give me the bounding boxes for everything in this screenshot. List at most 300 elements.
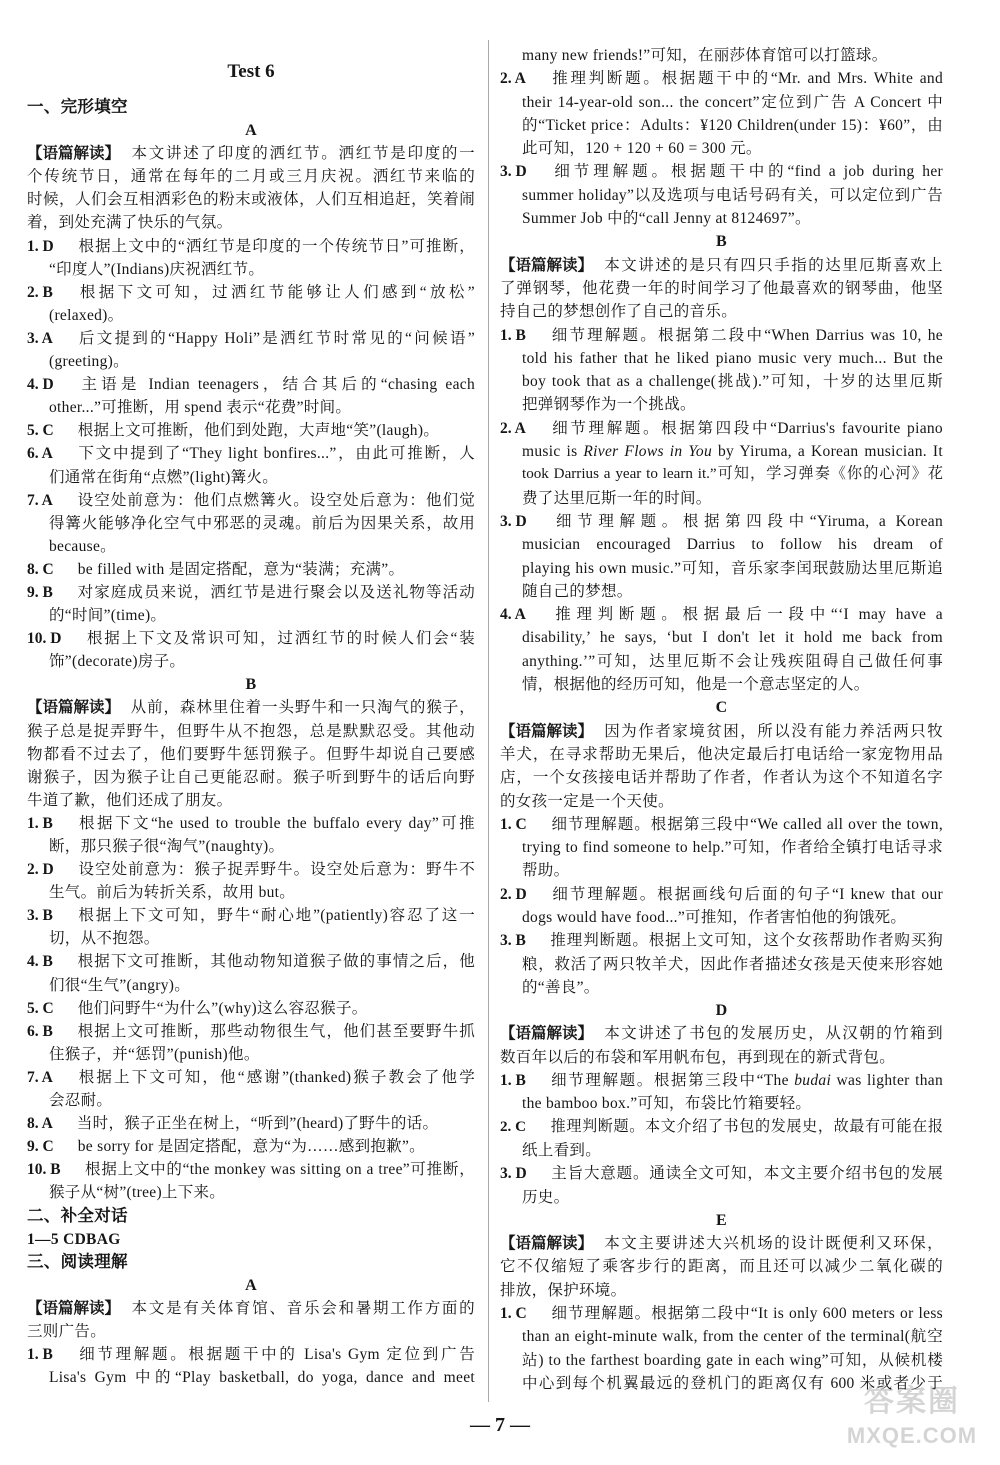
answer-number: 6. B <box>27 1022 53 1040</box>
line-text: 随自己的梦想。 <box>522 582 633 600</box>
answer-number: 1. B <box>27 1346 53 1364</box>
line-text: their 14-year-old son... the concert”定位到广告 A Concert 中 <box>522 93 943 111</box>
line-text: 根据上下文可知，他“感谢”(thanked)猴子教会了他学 <box>76 1068 475 1086</box>
summary-line <box>500 766 943 789</box>
answer-line <box>27 1020 475 1043</box>
line-text: because。 <box>49 537 116 555</box>
line-text: (greeting)。 <box>49 353 129 371</box>
summary-line <box>27 165 475 188</box>
answer-line <box>500 906 943 929</box>
summary-line <box>500 1022 943 1045</box>
passage-letter: A <box>245 122 257 140</box>
answer-item <box>27 442 475 488</box>
line-text: 本文是有关体育馆、音乐会和暑期工作方面的 <box>130 1299 475 1317</box>
passage-letter: A <box>245 1276 257 1294</box>
line-text: 得篝火能够净化空气中邪恶的灵魂。前后为因果关系，故用 <box>49 514 475 532</box>
line-text: 细节理解题。根据第二段中“It is only 600 meters or less <box>550 1305 943 1323</box>
summary-line <box>500 1046 943 1069</box>
line-text: 个传统节日，通常在每年的二月或三月庆祝。洒红节来临的 <box>27 168 475 186</box>
answer-number: 4. D <box>27 376 54 394</box>
answer-number: 1. D <box>27 237 54 255</box>
answer-line <box>500 1139 943 1162</box>
answer-item <box>27 281 475 327</box>
line-text: 的女孩一定是一个天使。 <box>500 792 674 810</box>
answer-item <box>27 373 475 419</box>
line-text: disability,’ he says, ‘but I don't let it hold me back from <box>522 629 943 647</box>
answer-line <box>500 67 943 90</box>
answer-line <box>27 350 475 373</box>
answer-line <box>500 1116 943 1139</box>
line-text: 下文中提到了“They light bonfires...”，由此可推断，人 <box>76 445 475 463</box>
line-text: 店，一个女孩接电话并帮助了作者，作者认为这个不知道名字 <box>500 769 943 787</box>
answer-line <box>500 160 943 183</box>
answer-number: 2. D <box>27 861 54 879</box>
answer-line <box>27 558 475 581</box>
answer-number: 6. A <box>27 445 53 463</box>
answer-line <box>27 466 475 489</box>
answer-number: 1. C <box>500 1305 527 1323</box>
answer-number: 4. A <box>500 606 526 624</box>
passage-letter: D <box>715 1002 728 1020</box>
answer-line <box>500 393 943 416</box>
answer-line <box>27 581 475 604</box>
text-segment: was lighter than <box>831 1072 943 1090</box>
answer-number: 3. A <box>27 329 53 347</box>
text-segment: by Yiruma, a Korean musician. It <box>712 443 943 461</box>
line-text: 根据上下文可知，野牛“耐心地”(patiently)容忍了这一 <box>76 907 475 925</box>
line-text: 粮，救活了两只牧羊犬，因此作者描述女孩是天使来形容她 <box>522 955 943 973</box>
line-text: playing his own music.”可知，音乐家李闰珉鼓励达里厄斯追 <box>522 559 943 577</box>
answer-line <box>27 604 475 627</box>
text-segment: 细节理解题。根据第三段中“The <box>549 1072 795 1090</box>
passage-summary <box>500 720 943 813</box>
answer-line <box>500 487 943 510</box>
summary-line <box>500 1279 943 1302</box>
answer-line <box>27 235 475 258</box>
line-text: 切，从不抱怨。 <box>49 930 160 948</box>
passage-summary-label: 【语篇解读】 <box>27 699 121 717</box>
section-heading: 三、阅读理解 <box>27 1252 128 1271</box>
answer-line <box>27 512 475 535</box>
answer-number: 1. B <box>500 1072 526 1090</box>
answer-key-line <box>27 1228 475 1251</box>
line-text: “印度人”(Indians)庆祝洒红节。 <box>49 260 265 278</box>
line-text: 根据下文可推断，其他动物知道猴子做的事情之后，他 <box>76 953 475 971</box>
passage-summary <box>27 1297 475 1343</box>
line-text: 牛道了歉，他们还成了朋友。 <box>27 791 233 809</box>
passage-summary <box>500 1022 943 1069</box>
answer-item <box>27 627 475 673</box>
line-text: 主旨大意题。通读全文可知，本文主要介绍书包的发展 <box>550 1165 943 1183</box>
answer-line <box>500 347 943 370</box>
line-text: 本文讲述了书包的发展历史，从汉朝的竹箱到 <box>603 1025 943 1043</box>
line-text: 会忍耐。 <box>49 1092 113 1110</box>
answer-line <box>27 627 475 650</box>
answer-item <box>27 1158 475 1204</box>
line-text: 根据上文中的“the monkey was sitting on a tree”可推断， <box>84 1161 475 1179</box>
summary-line <box>27 743 475 766</box>
line-text: 物都看不过去了，他们要野牛惩罚猴子。但野牛却说自己要感 <box>27 745 475 763</box>
answer-line <box>27 1158 475 1181</box>
answer-item <box>27 1343 475 1389</box>
summary-line <box>27 789 475 812</box>
line-text: 的“时间”(time)。 <box>49 607 167 625</box>
answer-line <box>500 1069 943 1092</box>
line-text: anything.’”可知，达里厄斯不会让残疾阻碍自己做任何事 <box>522 652 943 670</box>
answer-line <box>500 813 943 836</box>
answer-item <box>27 1020 475 1066</box>
passage-summary <box>27 142 475 234</box>
line-text: 此可知，120 + 120 + 60 = 300 元。 <box>522 140 762 158</box>
line-text: many new friends!”可知，在丽莎体育馆可以打篮球。 <box>522 47 888 64</box>
line-text: 设空处前意为：他们点燃篝火。设空处后意为：他们觉 <box>76 491 475 509</box>
line-text: Summer Job 中的“call Jenny at 8124697”。 <box>522 210 811 228</box>
answer-line <box>500 859 943 882</box>
answer-item <box>500 417 943 510</box>
answer-line <box>27 1089 475 1112</box>
answer-item <box>500 603 943 696</box>
answer-line <box>27 1343 475 1366</box>
answer-line <box>500 929 943 952</box>
answer-line <box>27 950 475 973</box>
line-text: 推理判断题。本文介绍了书包的发展史，故最有可能在报 <box>550 1118 943 1135</box>
line-text: be filled with 是固定搭配，意为“装满；充满”。 <box>77 560 405 578</box>
line-text: 对家庭成员来说，洒红节是进行聚会以及送礼物等活动 <box>76 583 475 601</box>
passage-summary-label: 【语篇解读】 <box>27 1299 121 1317</box>
answer-number: 10. D <box>27 630 62 648</box>
line-text: Lisa's Gym 中的“Play basketball, do yoga, dance and meet <box>49 1369 475 1387</box>
line-text: 设空处前意为：猴子捉弄野牛。设空处后意为：野牛不 <box>77 861 475 879</box>
answer-line <box>27 535 475 558</box>
answer-item <box>27 581 475 627</box>
answer-line <box>27 1135 475 1158</box>
line-text: 帮助。 <box>522 862 570 880</box>
answer-line <box>500 510 943 533</box>
summary-line <box>27 211 475 234</box>
answer-number: 2. D <box>500 885 527 903</box>
italic-title: budai <box>794 1072 832 1090</box>
answer-item <box>500 510 943 603</box>
line-text: 羊犬，在寻求帮助无果后，他决定最后打电话给一家宠物用品 <box>500 745 943 763</box>
line-text: dogs would have food...”可推知，作者害怕他的狗饿死。 <box>522 908 907 926</box>
answer-number: 5. C <box>27 999 54 1017</box>
answer-number: 7. A <box>27 1068 53 1086</box>
answer-line <box>500 1092 943 1115</box>
line-text: 根据上下文及常识可知，过洒红节的时候人们会“装 <box>85 630 475 648</box>
answer-number: 8. C <box>27 560 54 578</box>
answer-item <box>27 1135 475 1158</box>
line-text: 们通常在街角“点燃”(light)篝火。 <box>49 468 279 486</box>
passage-summary <box>500 254 943 324</box>
answer-number: 1. B <box>500 326 526 344</box>
line-text: 历史。 <box>522 1188 570 1206</box>
line-text: 推理判断题。根据题干中的“Mr. and Mrs. White and <box>549 70 943 88</box>
line-text: 着，到处充满了快乐的气氛。 <box>27 214 233 232</box>
answer-line <box>500 324 943 347</box>
answer-line <box>27 373 475 396</box>
line-text: 根据上文可推断，他们到处跑，大声地“笑”(laugh)。 <box>77 422 440 440</box>
line-text: 的“善良”。 <box>522 978 600 996</box>
answer-item <box>500 883 943 930</box>
line-text: 的“Ticket price：Adults：¥120 Children(under 15)：¥60”，由 <box>522 116 943 134</box>
answer-line <box>27 258 475 281</box>
answer-line <box>500 953 943 976</box>
answer-number: 3. D <box>500 163 527 181</box>
passage-summary-label: 【语篇解读】 <box>27 145 121 163</box>
italic-title: River Flows in You <box>583 443 712 461</box>
line-text: 从前，森林里住着一头野牛和一只淘气的猴子， <box>130 699 475 717</box>
summary-line <box>27 188 475 211</box>
line-text: 费了达里厄斯一年的时间。 <box>522 489 712 507</box>
line-text: told his father that he liked piano music very much... But the <box>522 349 943 367</box>
summary-line <box>500 300 943 323</box>
line-text: 细节理解题。根据题干中的“find a job during her <box>550 163 943 181</box>
left-column <box>27 96 475 1389</box>
answer-line <box>500 883 943 906</box>
summary-line <box>27 766 475 789</box>
answer-item <box>500 929 943 999</box>
section-heading: 二、补全对话 <box>27 1206 128 1225</box>
line-text: 排放，保护环境。 <box>500 1281 627 1299</box>
summary-line <box>27 720 475 743</box>
passage-letter: C <box>715 699 728 717</box>
answer-line <box>27 1043 475 1066</box>
line-text: 住猴子，并“惩罚”(punish)他。 <box>49 1045 260 1063</box>
answer-number: 10. B <box>27 1161 61 1179</box>
answer-item <box>500 1302 943 1395</box>
line-text: 因为作者家境贫困，所以没有能力养活两只牧 <box>603 722 943 740</box>
answer-item <box>27 558 475 581</box>
watermark-logo: 答案圈 <box>864 1385 960 1418</box>
answer-number: 3. D <box>500 512 527 530</box>
answer-item <box>500 1069 943 1116</box>
column-divider <box>488 40 489 1402</box>
line-text: 纸上看到。 <box>522 1141 602 1159</box>
answer-number: 2. A <box>500 70 526 88</box>
answer-number: 2. B <box>27 283 53 301</box>
summary-line <box>500 1232 943 1255</box>
passage-summary-label: 【语篇解读】 <box>500 256 594 274</box>
summary-line <box>500 254 943 277</box>
line-text: 细节理解题。根据第三段中“We called all over the town, <box>550 815 943 833</box>
answer-number: 3. D <box>500 1165 527 1183</box>
answer-line <box>500 580 943 603</box>
answer-line <box>500 1372 943 1395</box>
answer-number: 2. A <box>500 419 526 437</box>
answer-number: 5. C <box>27 422 54 440</box>
answer-number: 2. C <box>500 1118 526 1135</box>
answer-line <box>27 1366 475 1389</box>
answer-number: 9. B <box>27 583 53 601</box>
answer-line <box>27 927 475 950</box>
answer-number: 7. A <box>27 491 53 509</box>
line-text: 饰”(decorate)房子。 <box>49 653 186 671</box>
line-text: (relaxed)。 <box>49 306 124 324</box>
watermark-url: MXQE.COM <box>846 1423 978 1448</box>
line-text: 时候，人们会互相洒彩色的粉末或液体，人们互相追赶，笑着闹 <box>27 191 475 209</box>
answer-line <box>500 91 943 114</box>
answer-line <box>27 881 475 904</box>
answer-item <box>500 160 943 230</box>
line-text: 细节理解题。根据题干中的 Lisa's Gym 定位到广告 <box>76 1346 475 1364</box>
line-text: 猴子总是捉弄野牛，但野牛从不抱怨，总是默默忍受。其他动 <box>27 722 475 740</box>
line-text: 站) to the farthest boarding gate in each wing”可知，从候机楼 <box>522 1351 943 1369</box>
line-text: 细节理解题。根据第四段中“Yiruma, a Korean <box>550 512 943 530</box>
answer-line <box>500 1325 943 1348</box>
answer-item <box>27 904 475 950</box>
line-text: musician encouraged Darrius to follow his dream of <box>522 536 943 554</box>
answer-line <box>500 44 943 67</box>
line-text: 推理判断题。根据上文可知，这个女孩帮助作者购买狗 <box>549 932 943 950</box>
line-text: 数百年以后的布袋和军用帆布包，再到现在的新式背包。 <box>500 1048 896 1066</box>
line-text: 它不仅缩短了乘客步行的距离，而且还可以减少二氧化碳的 <box>500 1258 943 1276</box>
line-text: 生气。前后为转折关系，故用 but。 <box>49 884 296 902</box>
answer-line <box>27 1112 475 1135</box>
answer-line <box>27 396 475 419</box>
text-segment: music is <box>522 443 584 461</box>
answer-item <box>27 235 475 281</box>
line-text: 本文讲述的是只有四只手指的达里厄斯喜欢上 <box>603 256 943 274</box>
answer-line <box>500 137 943 160</box>
line-text: 细节理解题。根据画线句后面的句子“I knew that our <box>550 885 943 903</box>
answer-number: 4. B <box>27 953 53 971</box>
right-column <box>500 44 943 1395</box>
line-text: boy took that as a challenge(挑战).”可知，十岁的达里厄斯 <box>522 373 943 391</box>
answer-item <box>500 1116 943 1163</box>
line-text: 细节理解题。根据第二段中“When Darrius was 10, he <box>549 326 943 344</box>
line-text: 1—5 CDBAG <box>27 1230 121 1248</box>
summary-line <box>27 142 475 165</box>
answer-line <box>500 370 943 393</box>
answer-line <box>27 1181 475 1204</box>
answer-item <box>27 950 475 996</box>
line-text: than an eight-minute walk, from the center of the terminal(航空 <box>522 1328 943 1346</box>
line-text: other...”可推断，用 spend 表示“花费”时间。 <box>49 399 352 417</box>
line-text: 把弹钢琴作为一个挑战。 <box>522 396 696 414</box>
summary-line <box>27 1320 475 1343</box>
answer-line <box>500 626 943 649</box>
line-text: 主语是 Indian teenagers，结合其后的“chasing each <box>77 376 475 394</box>
line-text: 根据上文可推断，那些动物很生气，他们甚至要野牛抓 <box>76 1022 475 1040</box>
answer-line <box>500 533 943 556</box>
passage-summary <box>500 1232 943 1302</box>
answer-line <box>27 812 475 835</box>
answer-line <box>500 650 943 673</box>
passage-summary <box>27 696 475 811</box>
answer-line <box>27 281 475 304</box>
answer-line <box>27 419 475 442</box>
answer-line <box>500 184 943 207</box>
summary-line <box>500 743 943 766</box>
answer-line <box>500 557 943 580</box>
answer-item <box>27 327 475 373</box>
answer-line <box>500 1162 943 1185</box>
page-number: — 7 — <box>470 1414 530 1436</box>
answer-line <box>500 417 943 440</box>
answer-line <box>27 1066 475 1089</box>
answer-line <box>27 1228 475 1251</box>
line-text: the bamboo box.”可知，布袋比竹箱要轻。 <box>522 1095 812 1113</box>
line-text: took Darrius a year to learn it.”可知，学习弹奏《你的心河》花 <box>522 466 943 483</box>
line-text: summer holiday”以及选项与电话号码有关，可以定位到广告 <box>522 186 943 204</box>
line-text: 根据上文中的“洒红节是印度的一个传统节日”可推断， <box>77 237 475 255</box>
answer-line <box>500 463 943 486</box>
answer-line <box>27 904 475 927</box>
line-text: 推理判断题。根据最后一段中“‘I may have a <box>549 606 943 624</box>
line-text: 情，根据他的经历可知，他是一个意志坚定的人。 <box>522 676 870 694</box>
summary-line <box>27 696 475 719</box>
answer-line <box>500 1302 943 1325</box>
answer-item <box>27 489 475 558</box>
passage-summary-label: 【语篇解读】 <box>500 722 594 740</box>
answer-item <box>500 324 943 417</box>
section-heading: 一、完形填空 <box>27 98 128 116</box>
answer-item <box>27 997 475 1020</box>
answer-line <box>27 835 475 858</box>
line-text: 断，那只猴子很“淘气”(naughty)。 <box>49 838 285 855</box>
answer-item <box>500 1162 943 1209</box>
line-text: 根据下文“he used to trouble the buffalo every day”可推 <box>76 814 475 832</box>
answer-number: 3. B <box>500 932 526 950</box>
answer-line <box>500 440 943 463</box>
answer-line <box>27 858 475 881</box>
summary-line <box>500 1255 943 1278</box>
line-text: 们很“生气”(angry)。 <box>49 976 191 994</box>
answer-item <box>500 813 943 883</box>
summary-line <box>500 277 943 300</box>
answer-line <box>27 442 475 465</box>
passage-summary-label: 【语篇解读】 <box>500 1025 594 1043</box>
answer-item <box>500 67 943 160</box>
answer-line <box>500 114 943 137</box>
answer-line <box>500 976 943 999</box>
line-text: 中心到每个机翼最远的登机门的距离仅有 600 米或者少于 <box>522 1374 943 1392</box>
summary-line <box>27 1297 475 1320</box>
answer-number: 8. A <box>27 1115 53 1133</box>
line-text: 猴子从“树”(tree)上下来。 <box>49 1184 226 1202</box>
line-text: 三则广告。 <box>27 1322 107 1340</box>
line-text: 当时，猴子正坐在树上，“听到”(heard)了野牛的话。 <box>76 1115 439 1133</box>
answer-number: 1. C <box>500 815 527 833</box>
answer-line <box>500 1186 943 1209</box>
answer-line <box>500 673 943 696</box>
line-text: trying to find someone to help.”可知，作者给全镇打电话寻求 <box>522 839 943 857</box>
answer-line <box>27 974 475 997</box>
answer-line <box>500 603 943 626</box>
line-text: 本文讲述了印度的洒红节。洒红节是印度的一 <box>130 145 475 163</box>
answer-line <box>27 997 475 1020</box>
answer-item <box>27 419 475 442</box>
answer-line <box>27 489 475 512</box>
answer-number: 9. C <box>27 1138 54 1156</box>
answer-line <box>500 1349 943 1372</box>
line-text: 了弹钢琴，他花费一年的时间学习了他最喜欢的钢琴曲，他坚 <box>500 279 943 297</box>
test-title: Test 6 <box>227 61 275 82</box>
passage-summary-label: 【语篇解读】 <box>500 1235 594 1253</box>
answer-number: 1. B <box>27 814 53 832</box>
passage-letter: B <box>245 676 257 694</box>
passage-letter: B <box>716 233 727 251</box>
answer-line <box>27 650 475 673</box>
passage-letter: E <box>716 1211 727 1229</box>
answer-item <box>27 858 475 904</box>
answer-item <box>27 812 475 858</box>
line-text: 后文提到的“Happy Holi”是洒红节时常见的“问候语” <box>76 329 475 347</box>
line-text: 细节理解题。根据第四段中“Darrius's favourite piano <box>549 419 943 437</box>
line-text: 根据下文可知，过洒红节能够让人们感到“放松” <box>76 283 475 301</box>
summary-line <box>500 720 943 743</box>
line-text: be sorry for 是固定搭配，意为“为……感到抱歉”。 <box>77 1138 425 1156</box>
